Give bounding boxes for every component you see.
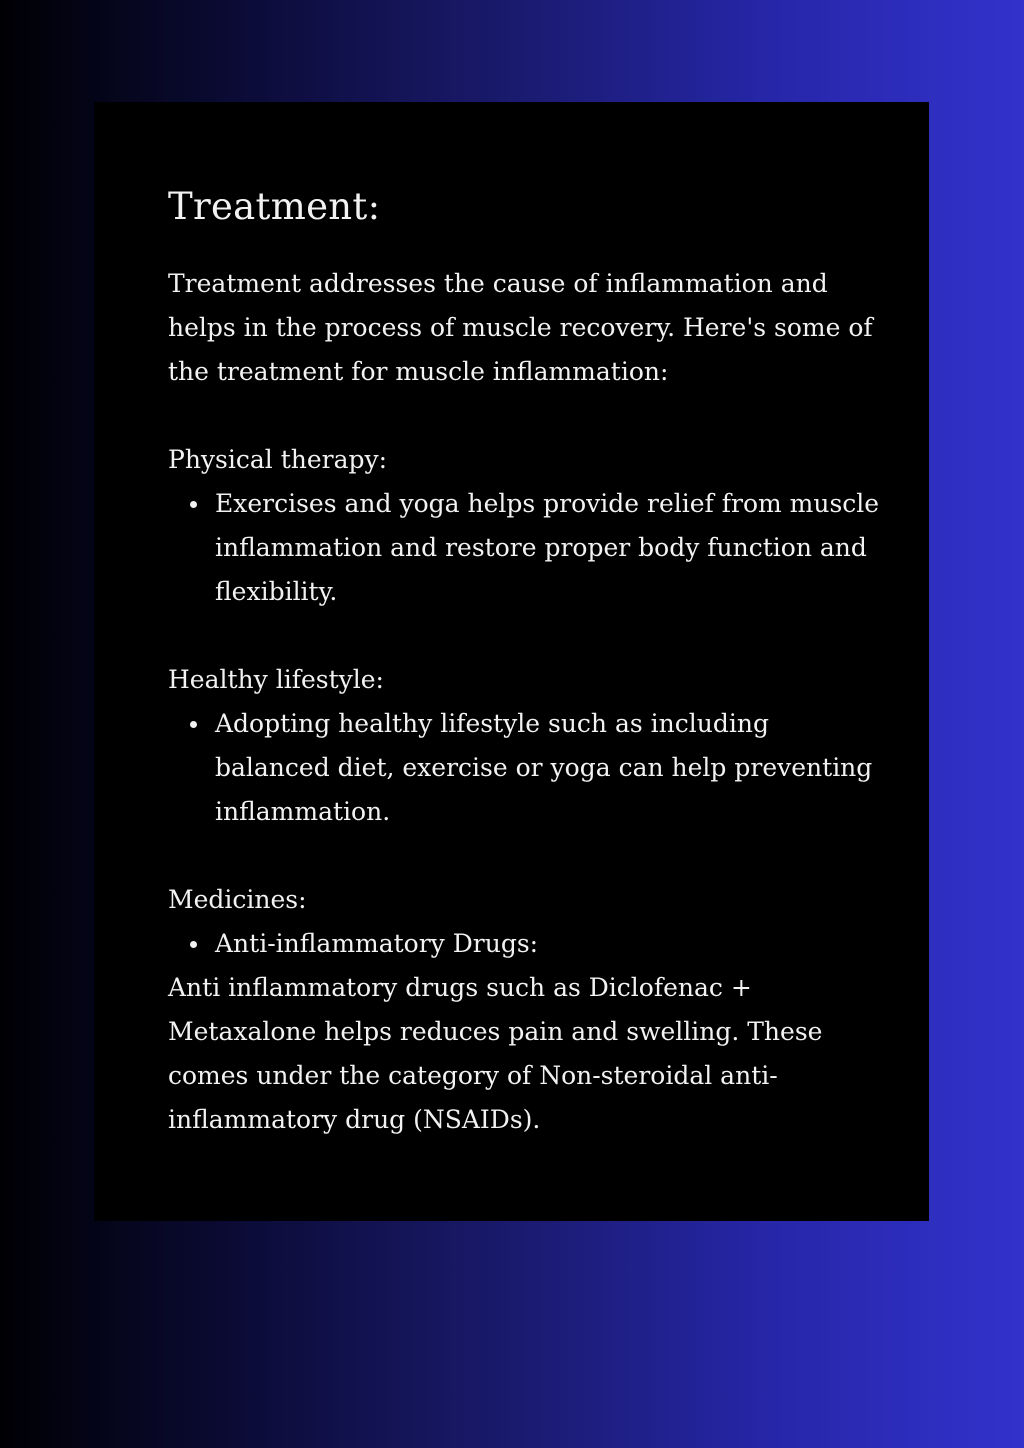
intro-paragraph: Treatment addresses the cause of inflammation and helps in the process of muscle recovery. Here's some of the treatment for muscle inflammation: — [168, 269, 873, 386]
bullet-item — [168, 702, 888, 834]
spacer — [168, 394, 888, 438]
bullet-text: Anti-inflammatory Drugs: — [215, 929, 539, 958]
section-heading: Physical therapy: — [168, 445, 388, 474]
section-heading: Medicines: — [168, 885, 307, 914]
spacer — [168, 614, 888, 658]
bullet-dot-icon — [190, 721, 197, 728]
page-title: Treatment: — [168, 185, 381, 228]
section-medicines — [168, 878, 888, 1142]
content-card — [94, 102, 929, 1221]
bullet-list — [168, 482, 888, 614]
bullet-list — [168, 922, 888, 966]
bullet-list — [168, 702, 888, 834]
bullet-text: Adopting healthy lifestyle such as including balanced diet, exercise or yoga can help preventing inflammation. — [215, 709, 873, 826]
bullet-item — [168, 482, 888, 614]
bullet-text: Exercises and yoga helps provide relief from muscle inflammation and restore proper body function and flexibility. — [215, 489, 880, 606]
section-healthy-lifestyle — [168, 658, 888, 834]
bullet-dot-icon — [190, 941, 197, 948]
bullet-item — [168, 922, 888, 966]
medicines-paragraph: Anti inflammatory drugs such as Diclofenac + Metaxalone helps reduces pain and swelling. These comes under the category of Non-steroidal anti-inflammatory drug (NSAIDs). — [168, 973, 823, 1134]
content-body — [168, 182, 888, 1142]
spacer — [168, 834, 888, 878]
section-heading: Healthy lifestyle: — [168, 665, 384, 694]
bullet-dot-icon — [190, 501, 197, 508]
section-physical-therapy — [168, 438, 888, 614]
